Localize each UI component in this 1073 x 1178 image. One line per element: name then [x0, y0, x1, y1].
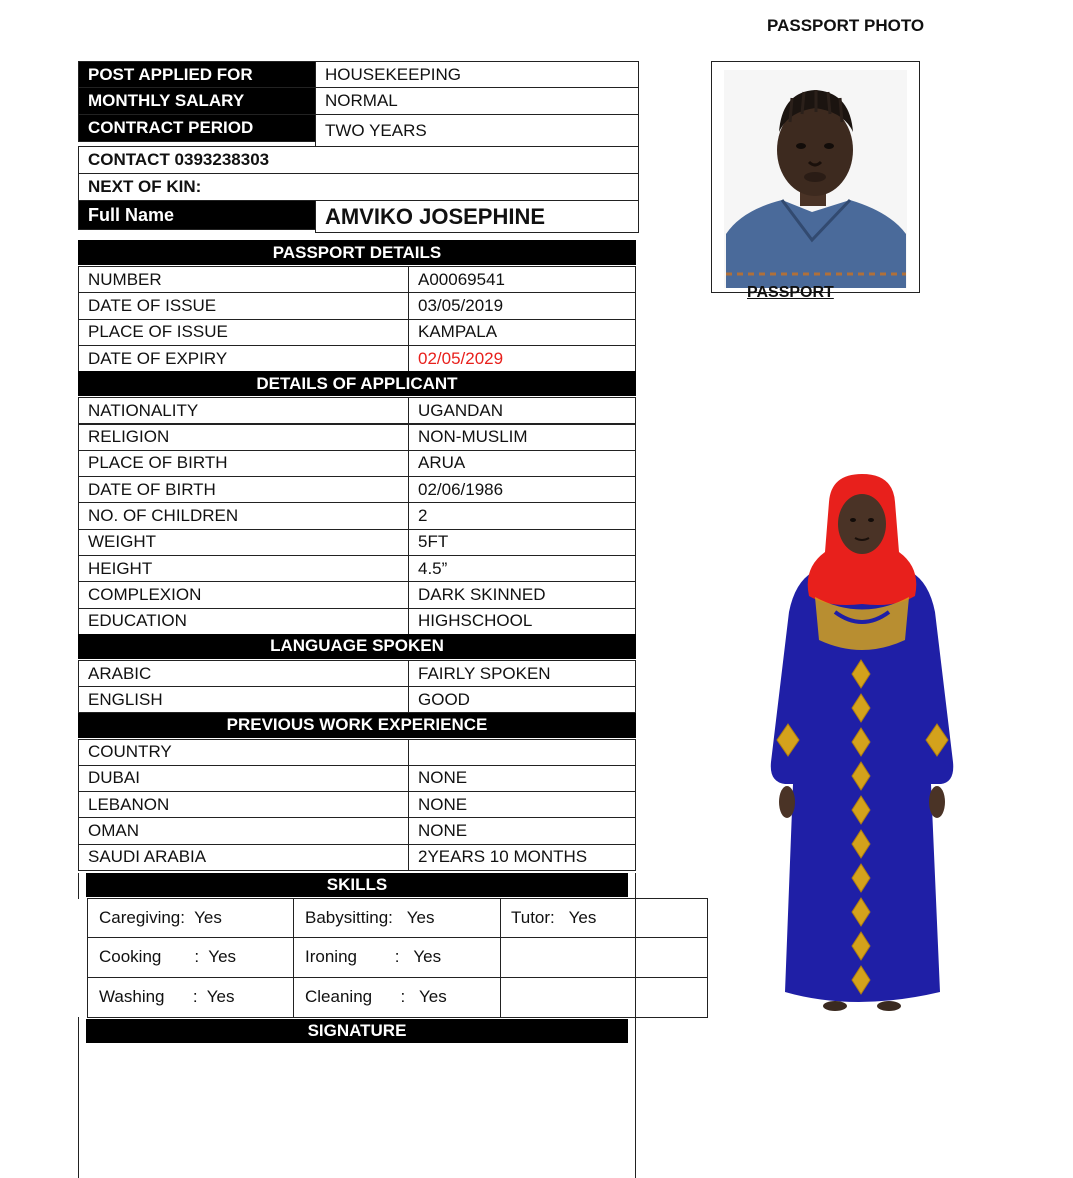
skills-grid-line — [293, 898, 294, 1018]
skills-grid-line — [500, 898, 501, 1018]
applicant-place-of-birth-label: PLACE OF BIRTH — [78, 450, 409, 477]
signature-box-left — [78, 1017, 79, 1178]
skills-grid-line — [87, 898, 88, 1018]
applicant-height-value: 4.5” — [408, 555, 636, 582]
passport-date-of-issue-label: DATE OF ISSUE — [78, 292, 409, 319]
applicant-complexion-value: DARK SKINNED — [408, 581, 636, 608]
applicant-nationality-value: UGANDAN — [408, 397, 636, 424]
applicant-nationality-label: NATIONALITY — [78, 397, 409, 424]
signature-header: SIGNATURE — [86, 1019, 628, 1043]
applicant-weight-label: WEIGHT — [78, 529, 409, 556]
applicant-education-value: HIGHSCHOOL — [408, 608, 636, 635]
language-arabic-value: FAIRLY SPOKEN — [408, 660, 636, 687]
table-left-border — [78, 873, 79, 899]
post-applied-value: HOUSEKEEPING — [315, 61, 639, 88]
skill-washing: Washing : Yes — [99, 987, 235, 1006]
skills-grid-line — [87, 977, 708, 978]
experience-lebanon-value: NONE — [408, 791, 636, 818]
passport-place-of-issue-label: PLACE OF ISSUE — [78, 319, 409, 346]
applicant-no-of-children-value: 2 — [408, 502, 636, 529]
skill-babysitting: Babysitting: Yes — [305, 907, 435, 927]
skill-cleaning: Cleaning : Yes — [305, 987, 447, 1006]
contract-period-value: TWO YEARS — [315, 114, 639, 147]
skills-grid-line — [87, 937, 708, 938]
applicant-details-header: DETAILS OF APPLICANT — [78, 371, 636, 396]
experience-saudi-arabia-label: SAUDI ARABIA — [78, 844, 409, 871]
skills-grid-line — [635, 898, 636, 1018]
passport-date-of-expiry-value: 02/05/2029 — [408, 345, 636, 372]
passport-photo-label: PASSPORT PHOTO — [767, 16, 925, 35]
applicant-religion-label: RELIGION — [78, 424, 409, 451]
full-body-photo — [765, 472, 960, 1014]
skill-caregiving: Caregiving: Yes — [99, 907, 222, 927]
contract-period-label: CONTRACT PERIOD — [78, 114, 316, 142]
applicant-weight-value: 5FT — [408, 529, 636, 556]
skill-ironing: Ironing : Yes — [305, 947, 442, 966]
post-applied-label: POST APPLIED FOR — [78, 61, 316, 88]
passport-date-of-issue-value: 03/05/2019 — [408, 292, 636, 319]
skills-grid-line — [87, 1017, 708, 1018]
language-english-value: GOOD — [408, 686, 636, 713]
full-name-label: Full Name — [78, 200, 316, 230]
passport-date-of-expiry-label: DATE OF EXPIRY — [78, 345, 409, 372]
passport-photo — [712, 62, 919, 292]
skills-grid-line — [707, 898, 708, 1018]
experience-oman-value: NONE — [408, 817, 636, 844]
language-english-label: ENGLISH — [78, 686, 409, 713]
monthly-salary-value: NORMAL — [315, 87, 639, 115]
experience-oman-label: OMAN — [78, 817, 409, 844]
experience-country-label: COUNTRY — [78, 739, 409, 766]
contact: CONTACT 0393238303 — [78, 146, 639, 174]
applicant-no-of-children-label: NO. OF CHILDREN — [78, 502, 409, 529]
applicant-place-of-birth-value: ARUA — [408, 450, 636, 477]
table-right-border — [635, 873, 636, 899]
skills-header: SKILLS — [86, 873, 628, 897]
experience-country-value — [408, 739, 636, 766]
skill-tutor: Tutor: Yes — [511, 907, 597, 927]
language-spoken-header: LANGUAGE SPOKEN — [78, 634, 636, 659]
passport-number-value: A00069541 — [408, 266, 636, 293]
experience-lebanon-label: LEBANON — [78, 791, 409, 818]
skills-grid-line — [87, 898, 708, 899]
applicant-complexion-label: COMPLEXION — [78, 581, 409, 608]
passport-details-header: PASSPORT DETAILS — [78, 240, 636, 265]
applicant-education-label: EDUCATION — [78, 608, 409, 635]
experience-dubai-label: DUBAI — [78, 765, 409, 792]
applicant-religion-value: NON-MUSLIM — [408, 424, 636, 451]
skill-cooking: Cooking : Yes — [99, 947, 237, 966]
language-arabic-label: ARABIC — [78, 660, 409, 687]
applicant-date-of-birth-value: 02/06/1986 — [408, 476, 636, 503]
passport-caption: PASSPORT — [747, 284, 834, 300]
experience-saudi-arabia-value: 2YEARS 10 MONTHS — [408, 844, 636, 871]
experience-dubai-value: NONE — [408, 765, 636, 792]
passport-place-of-issue-value: KAMPALA — [408, 319, 636, 346]
passport-photo-frame — [711, 61, 920, 293]
passport-number-label: NUMBER — [78, 266, 409, 293]
work-experience-header: PREVIOUS WORK EXPERIENCE — [78, 713, 636, 738]
applicant-height-label: HEIGHT — [78, 555, 409, 582]
applicant-date-of-birth-label: DATE OF BIRTH — [78, 476, 409, 503]
full-name-value: AMVIKO JOSEPHINE — [315, 200, 639, 233]
signature-box-right — [635, 1017, 636, 1178]
monthly-salary-label: MONTHLY SALARY — [78, 87, 316, 115]
next-of-kin: NEXT OF KIN: — [78, 173, 639, 201]
